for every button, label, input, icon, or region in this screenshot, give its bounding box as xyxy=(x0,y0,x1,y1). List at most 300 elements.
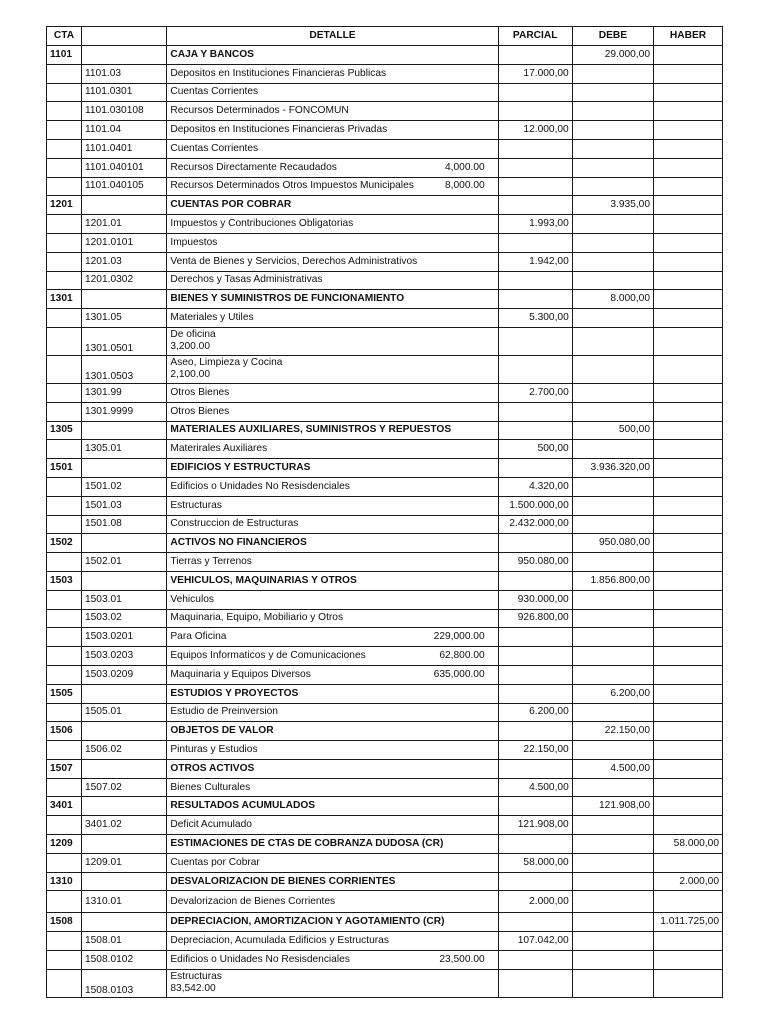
detalle-text: Materiales y Utiles xyxy=(170,312,254,324)
detalle-text: VEHICULOS, MAQUINARIAS Y OTROS xyxy=(170,574,357,586)
subaccount-cell: 1301.9999 xyxy=(81,402,166,421)
parcial-cell xyxy=(498,421,572,440)
subaccount-cell: 3401.02 xyxy=(81,816,166,835)
detalle-text: OBJETOS DE VALOR xyxy=(170,725,274,737)
subaccount-cell xyxy=(81,759,166,778)
debe-cell xyxy=(572,309,653,328)
cta-cell xyxy=(47,215,82,234)
parcial-cell: 500,00 xyxy=(498,440,572,459)
cta-cell: 1310 xyxy=(47,872,82,891)
haber-cell xyxy=(654,703,723,722)
subaccount-cell: 1101.0301 xyxy=(81,83,166,102)
debe-cell xyxy=(572,102,653,121)
cta-cell xyxy=(47,969,82,997)
parcial-cell xyxy=(498,233,572,252)
debe-cell xyxy=(572,355,653,383)
parcial-cell xyxy=(498,196,572,215)
parcial-cell: 4.320,00 xyxy=(498,477,572,496)
haber-cell xyxy=(654,969,723,997)
subaccount-cell: 1101.030108 xyxy=(81,102,166,121)
haber-cell xyxy=(654,383,723,402)
debe-cell xyxy=(572,853,653,872)
detalle-cell xyxy=(167,835,498,854)
haber-cell xyxy=(654,590,723,609)
haber-cell xyxy=(654,83,723,102)
detalle-cell xyxy=(167,628,498,647)
debe-cell xyxy=(572,891,653,913)
detalle-cell xyxy=(167,252,498,271)
detalle-cell xyxy=(167,64,498,83)
cta-cell: 1501 xyxy=(47,459,82,478)
account-detail-row xyxy=(47,496,723,515)
parcial-cell xyxy=(498,684,572,703)
haber-cell: 1.011.725,00 xyxy=(654,913,723,932)
haber-cell xyxy=(654,102,723,121)
detalle-text: CUENTAS POR COBRAR xyxy=(170,199,292,211)
account-detail-row xyxy=(47,121,723,140)
parcial-cell xyxy=(498,402,572,421)
parcial-cell xyxy=(498,797,572,816)
detalle-cell xyxy=(167,969,498,997)
subaccount-cell xyxy=(81,797,166,816)
detalle-text: Equipos Informaticos y de Comunicaciones xyxy=(170,650,366,661)
parcial-cell xyxy=(498,913,572,932)
detalle-cell xyxy=(167,355,498,383)
cta-cell: 1503 xyxy=(47,571,82,590)
subaccount-cell: 1503.01 xyxy=(81,590,166,609)
detalle-text: DESVALORIZACION DE BIENES CORRIENTES xyxy=(170,875,396,887)
debe-cell: 3.935,00 xyxy=(572,196,653,215)
debe-cell: 1.856.800,00 xyxy=(572,571,653,590)
detalle-cell xyxy=(167,102,498,121)
cta-cell xyxy=(47,778,82,797)
haber-cell xyxy=(654,571,723,590)
subaccount-cell: 1508.0103 xyxy=(81,969,166,997)
detalle-text: MATERIALES AUXILIARES, SUMINISTROS Y REPUESTOS xyxy=(170,424,452,436)
haber-cell xyxy=(654,440,723,459)
detalle-text: ACTIVOS NO FINANCIEROS xyxy=(170,537,307,549)
cta-cell: 1101 xyxy=(47,46,82,65)
debe-cell xyxy=(572,816,653,835)
debe-cell xyxy=(572,703,653,722)
cta-cell xyxy=(47,951,82,970)
cta-cell xyxy=(47,477,82,496)
cta-cell: 1507 xyxy=(47,759,82,778)
debe-cell: 8.000,00 xyxy=(572,290,653,309)
debe-cell xyxy=(572,440,653,459)
haber-cell xyxy=(654,553,723,572)
subaccount-cell: 1101.03 xyxy=(81,64,166,83)
haber-cell xyxy=(654,609,723,628)
parcial-cell: 2.700,00 xyxy=(498,383,572,402)
parcial-cell xyxy=(498,102,572,121)
detalle-cell xyxy=(167,46,498,65)
cta-cell xyxy=(47,102,82,121)
parcial-cell xyxy=(498,969,572,997)
debe-cell xyxy=(572,628,653,647)
cta-cell: 1305 xyxy=(47,421,82,440)
haber-cell xyxy=(654,665,723,684)
haber-cell xyxy=(654,139,723,158)
detalle-text: BIENES Y SUMINISTROS DE FUNCIONAMIENTO xyxy=(170,293,405,305)
cta-cell xyxy=(47,355,82,383)
detalle-cell xyxy=(167,440,498,459)
ledger-table xyxy=(46,26,723,998)
haber-cell xyxy=(654,290,723,309)
detalle-text: De oficina xyxy=(170,329,216,341)
parcial-cell: 107.042,00 xyxy=(498,932,572,951)
debe-cell xyxy=(572,932,653,951)
detalle-text: Cuentas Corrientes xyxy=(170,142,259,154)
detalle-cell xyxy=(167,853,498,872)
cta-cell xyxy=(47,64,82,83)
account-detail-row xyxy=(47,590,723,609)
haber-cell xyxy=(654,797,723,816)
subaccount-cell: 1502.01 xyxy=(81,553,166,572)
haber-cell xyxy=(654,951,723,970)
haber-cell xyxy=(654,177,723,196)
debe-cell xyxy=(572,215,653,234)
parcial-cell: 1.942,00 xyxy=(498,252,572,271)
subaccount-cell: 1101.040105 xyxy=(81,177,166,196)
detalle-cell xyxy=(167,327,498,355)
haber-cell xyxy=(654,46,723,65)
subaccount-cell: 1101.0401 xyxy=(81,139,166,158)
parcial-cell: 950.080,00 xyxy=(498,553,572,572)
account-detail-row xyxy=(47,139,723,158)
cta-cell: 1508 xyxy=(47,913,82,932)
account-detail-row xyxy=(47,628,723,647)
haber-cell xyxy=(654,891,723,913)
detalle-cell xyxy=(167,665,498,684)
debe-cell xyxy=(572,515,653,534)
subaccount-cell xyxy=(81,722,166,741)
account-header-row xyxy=(47,46,723,65)
debe-cell xyxy=(572,158,653,177)
detalle-cell xyxy=(167,722,498,741)
parcial-cell xyxy=(498,83,572,102)
account-detail-row xyxy=(47,252,723,271)
parcial-cell: 2.000,00 xyxy=(498,891,572,913)
subaccount-cell: 1503.0209 xyxy=(81,665,166,684)
account-detail-row xyxy=(47,665,723,684)
detalle-text: Derechos y Tasas Administrativas xyxy=(170,274,323,286)
subaccount-cell: 1301.99 xyxy=(81,383,166,402)
detalle-cell xyxy=(167,759,498,778)
detalle-text: Bienes Culturales xyxy=(170,781,251,793)
detalle-cell xyxy=(167,816,498,835)
detalle-cell xyxy=(167,459,498,478)
haber-cell xyxy=(654,647,723,666)
haber-cell xyxy=(654,816,723,835)
detalle-text: Cuentas Corrientes xyxy=(170,86,259,98)
parcial-cell: 4.500,00 xyxy=(498,778,572,797)
account-detail-row xyxy=(47,309,723,328)
parcial-cell xyxy=(498,290,572,309)
subaccount-cell: 1201.01 xyxy=(81,215,166,234)
cta-cell xyxy=(47,158,82,177)
detalle-cell xyxy=(167,139,498,158)
haber-cell: 2.000,00 xyxy=(654,872,723,891)
cta-cell xyxy=(47,252,82,271)
parcial-cell xyxy=(498,139,572,158)
parcial-cell xyxy=(498,665,572,684)
parcial-cell xyxy=(498,271,572,290)
parcial-cell: 1.993,00 xyxy=(498,215,572,234)
detalle-text: DEPRECIACION, AMORTIZACION Y AGOTAMIENTO (CR) xyxy=(170,916,445,928)
cta-cell xyxy=(47,553,82,572)
subaccount-cell xyxy=(81,835,166,854)
parcial-cell xyxy=(498,46,572,65)
detalle-cell xyxy=(167,158,498,177)
detalle-text: Materirales Auxiliares xyxy=(170,443,268,455)
parcial-cell xyxy=(498,355,572,383)
haber-cell xyxy=(654,477,723,496)
cta-cell xyxy=(47,309,82,328)
detalle-amount: 2,100.00 xyxy=(170,369,211,381)
account-detail-row xyxy=(47,102,723,121)
parcial-cell xyxy=(498,459,572,478)
detalle-text: Recursos Directamente Recaudados xyxy=(170,161,337,173)
debe-cell: 29.000,00 xyxy=(572,46,653,65)
subaccount-cell: 1501.02 xyxy=(81,477,166,496)
detalle-cell xyxy=(167,402,498,421)
haber-cell xyxy=(654,64,723,83)
detalle-cell xyxy=(167,271,498,290)
debe-cell xyxy=(572,271,653,290)
parcial-cell: 6.200,00 xyxy=(498,703,572,722)
account-header-row xyxy=(47,913,723,932)
account-detail-row xyxy=(47,816,723,835)
haber-cell xyxy=(654,759,723,778)
parcial-cell xyxy=(498,759,572,778)
detalle-text: CAJA Y BANCOS xyxy=(170,48,254,60)
detalle-cell xyxy=(167,951,498,970)
cta-cell xyxy=(47,177,82,196)
cta-cell: 1301 xyxy=(47,290,82,309)
detalle-cell xyxy=(167,421,498,440)
detalle-text: Tierras y Terrenos xyxy=(170,556,252,568)
haber-cell xyxy=(654,853,723,872)
haber-cell xyxy=(654,778,723,797)
detalle-text: OTROS ACTIVOS xyxy=(170,762,255,774)
parcial-cell xyxy=(498,571,572,590)
subaccount-cell xyxy=(81,534,166,553)
detalle-cell xyxy=(167,741,498,760)
cta-cell: 1506 xyxy=(47,722,82,741)
parcial-cell xyxy=(498,534,572,553)
debe-cell xyxy=(572,327,653,355)
parcial-cell: 1.500.000,00 xyxy=(498,496,572,515)
debe-cell xyxy=(572,951,653,970)
detalle-cell xyxy=(167,290,498,309)
debe-cell xyxy=(572,609,653,628)
detalle-text: Para Oficina xyxy=(170,631,227,643)
account-header-row xyxy=(47,196,723,215)
account-detail-row xyxy=(47,741,723,760)
header-debe: DEBE xyxy=(572,27,653,46)
debe-cell xyxy=(572,402,653,421)
haber-cell xyxy=(654,421,723,440)
account-detail-row xyxy=(47,215,723,234)
debe-cell xyxy=(572,233,653,252)
cta-cell xyxy=(47,816,82,835)
detalle-text: Construccion de Estructuras xyxy=(170,518,299,530)
account-header-row xyxy=(47,290,723,309)
account-detail-row xyxy=(47,355,723,383)
account-detail-row xyxy=(47,703,723,722)
header-row xyxy=(47,27,723,46)
parcial-cell: 22.150,00 xyxy=(498,741,572,760)
detalle-text: Estudio de Preinversion xyxy=(170,706,278,718)
cta-cell xyxy=(47,139,82,158)
detalle-text: Impuestos y Contribuciones Obligatorias xyxy=(170,218,354,230)
haber-cell xyxy=(654,496,723,515)
subaccount-cell: 1507.02 xyxy=(81,778,166,797)
subaccount-cell: 1101.040101 xyxy=(81,158,166,177)
cta-cell xyxy=(47,496,82,515)
subaccount-cell: 1501.03 xyxy=(81,496,166,515)
parcial-cell xyxy=(498,177,572,196)
detalle-cell xyxy=(167,477,498,496)
detalle-text: Edificios o Unidades No Resisdenciales xyxy=(170,953,350,965)
haber-cell xyxy=(654,196,723,215)
cta-cell xyxy=(47,703,82,722)
debe-cell xyxy=(572,969,653,997)
debe-cell xyxy=(572,177,653,196)
ledger-body xyxy=(47,46,723,998)
detalle-cell xyxy=(167,83,498,102)
detalle-text: Pinturas y Estudios xyxy=(170,743,258,755)
debe-cell: 4.500,00 xyxy=(572,759,653,778)
haber-cell xyxy=(654,327,723,355)
account-detail-row xyxy=(47,64,723,83)
haber-cell xyxy=(654,402,723,421)
detalle-text: Depreciacion, Acumulada Edificios y Estructuras xyxy=(170,935,389,947)
inline-amount: 62,800.00 xyxy=(439,650,485,661)
subaccount-cell xyxy=(81,421,166,440)
header-subaccount xyxy=(81,27,166,46)
account-detail-row xyxy=(47,233,723,252)
subaccount-cell: 1101.04 xyxy=(81,121,166,140)
detalle-text: Devalorizacion de Bienes Corrientes xyxy=(170,895,336,907)
detalle-text: Depositos en Instituciones Financieras Publicas xyxy=(170,67,387,79)
account-detail-row xyxy=(47,271,723,290)
subaccount-cell: 1201.0302 xyxy=(81,271,166,290)
debe-cell xyxy=(572,83,653,102)
debe-cell xyxy=(572,913,653,932)
haber-cell xyxy=(654,158,723,177)
debe-cell xyxy=(572,139,653,158)
parcial-cell: 121.908,00 xyxy=(498,816,572,835)
parcial-cell xyxy=(498,835,572,854)
debe-cell xyxy=(572,383,653,402)
detalle-cell xyxy=(167,534,498,553)
detalle-cell xyxy=(167,496,498,515)
haber-cell xyxy=(654,309,723,328)
cta-cell xyxy=(47,271,82,290)
inline-amount: 635,000.00 xyxy=(433,668,485,680)
haber-cell xyxy=(654,459,723,478)
detalle-text: Vehiculos xyxy=(170,593,214,605)
parcial-cell: 5.300,00 xyxy=(498,309,572,328)
detalle-cell xyxy=(167,647,498,666)
detalle-amount: 3,200.00 xyxy=(170,341,211,353)
subaccount-cell xyxy=(81,46,166,65)
detalle-text: Otros Bienes xyxy=(170,405,230,417)
parcial-cell: 930.000,00 xyxy=(498,590,572,609)
cta-cell xyxy=(47,121,82,140)
detalle-text: ESTIMACIONES DE CTAS DE COBRANZA DUDOSA (CR) xyxy=(170,837,444,849)
detalle-text: RESULTADOS ACUMULADOS xyxy=(170,800,316,812)
subaccount-cell: 1209.01 xyxy=(81,853,166,872)
detalle-text: Recursos Determinados - FONCOMUN xyxy=(170,105,349,117)
haber-cell xyxy=(654,233,723,252)
cta-cell: 1505 xyxy=(47,684,82,703)
subaccount-cell: 1201.0101 xyxy=(81,233,166,252)
debe-cell: 121.908,00 xyxy=(572,797,653,816)
cta-cell xyxy=(47,853,82,872)
account-detail-row xyxy=(47,383,723,402)
subaccount-cell: 1301.05 xyxy=(81,309,166,328)
detalle-text: Otros Bienes xyxy=(170,386,230,398)
detalle-cell xyxy=(167,515,498,534)
parcial-cell: 12.000,00 xyxy=(498,121,572,140)
detalle-cell xyxy=(167,590,498,609)
detalle-cell xyxy=(167,215,498,234)
cta-cell xyxy=(47,891,82,913)
detalle-cell xyxy=(167,177,498,196)
detalle-cell xyxy=(167,609,498,628)
parcial-cell: 2.432.000,00 xyxy=(498,515,572,534)
parcial-cell: 17.000,00 xyxy=(498,64,572,83)
detalle-cell xyxy=(167,797,498,816)
haber-cell xyxy=(654,684,723,703)
subaccount-cell: 1503.0203 xyxy=(81,647,166,666)
haber-cell xyxy=(654,355,723,383)
subaccount-cell: 1503.02 xyxy=(81,609,166,628)
detalle-text: Edificios o Unidades No Resisdenciales xyxy=(170,480,350,492)
detalle-cell xyxy=(167,571,498,590)
account-detail-row xyxy=(47,515,723,534)
cta-cell xyxy=(47,327,82,355)
subaccount-cell: 1201.03 xyxy=(81,252,166,271)
account-detail-row xyxy=(47,402,723,421)
debe-cell: 500,00 xyxy=(572,421,653,440)
account-header-row xyxy=(47,684,723,703)
account-detail-row xyxy=(47,778,723,797)
cta-cell xyxy=(47,383,82,402)
haber-cell xyxy=(654,515,723,534)
parcial-cell xyxy=(498,722,572,741)
detalle-cell xyxy=(167,932,498,951)
haber-cell xyxy=(654,722,723,741)
cta-cell: 1209 xyxy=(47,835,82,854)
subaccount-cell xyxy=(81,290,166,309)
subaccount-cell xyxy=(81,872,166,891)
haber-cell xyxy=(654,121,723,140)
parcial-cell: 926.800,00 xyxy=(498,609,572,628)
cta-cell xyxy=(47,932,82,951)
detalle-amount: 83,542.00 xyxy=(170,983,216,995)
detalle-text: Venta de Bienes y Servicios, Derechos Administrativos xyxy=(170,255,418,267)
cta-cell: 1201 xyxy=(47,196,82,215)
subaccount-cell: 1301.0503 xyxy=(81,355,166,383)
detalle-text: Impuestos xyxy=(170,236,218,248)
detalle-text: Cuentas por Cobrar xyxy=(170,856,260,868)
detalle-cell xyxy=(167,872,498,891)
cta-cell: 1502 xyxy=(47,534,82,553)
